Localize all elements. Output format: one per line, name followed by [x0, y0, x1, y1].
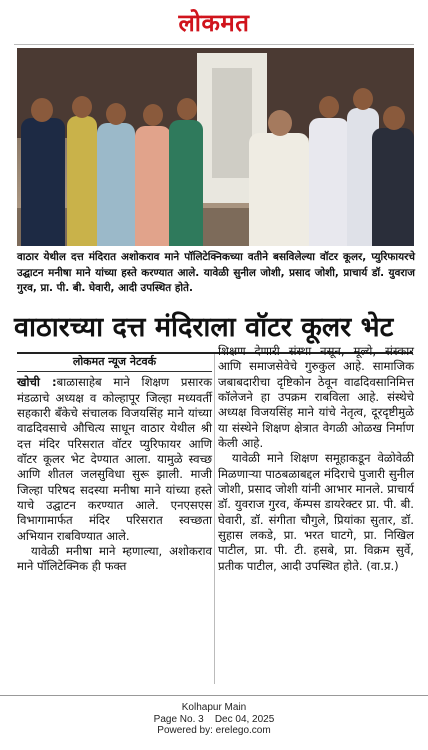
photo-person-head	[383, 106, 405, 130]
newspaper-logo: लोकमत	[178, 8, 250, 37]
news-photo	[17, 48, 414, 246]
photo-person	[249, 133, 309, 246]
photo-person	[372, 128, 414, 246]
photo-person	[67, 116, 97, 246]
photo-caption: वाठार येथील दत्त मंदिरात अशोकराव माने पॉलिटेक्निकच्या वतीने बसविलेल्या वॉटर कूलर, प्युरिफायरचे उद्घाटन मनीषा माने यांच्या हस्ते करण्यात आले. यावेळी सुनील जोशी, प्रसाद जोशी, प्राचार्य डॉ. युवराज गुरव, प्रा. पी. बी. घेवारी, आदी उपस्थित होते.	[17, 251, 415, 294]
bottom-rule	[0, 695, 428, 696]
page-footer	[0, 702, 428, 737]
footer-powered-by: Powered by: erelego.com	[157, 725, 271, 736]
photo-person-head	[177, 98, 197, 120]
photo-person-head	[353, 88, 373, 110]
article-column-right	[218, 344, 414, 574]
photo-person-head	[31, 98, 53, 122]
article-paragraph: शिक्षण देणारी संस्था नसून, मूल्ये, संस्कार आणि समाजसेवेचे गुरुकुल आहे. सामाजिक जबाबदारीचा दृष्टिकोन ठेवून वाढदिवसानिमित्त कॉलेजने हा उपक्रम राबविला आहे. संस्थेचे अध्यक्ष विजयसिंह माने यांचे नेतृत्व, दूरदृष्टीमुळे या संस्थेने शिक्षण क्षेत्रात वेगळी ओळख निर्माण केली आहे.	[218, 344, 414, 451]
footer-edition: Kolhapur Main	[181, 702, 247, 713]
top-rule	[14, 44, 414, 45]
article-paragraph	[17, 375, 212, 544]
photo-person-head	[268, 110, 292, 136]
photo-water-cooler	[212, 68, 252, 178]
photo-person	[21, 118, 65, 246]
photo-person-head	[106, 103, 126, 125]
article-column-left	[17, 354, 212, 575]
article-paragraph: यावेळी मनीषा माने म्हणाल्या, अशोकराव माने पॉलिटेक्निक ही फक्त	[17, 544, 212, 574]
article-byline: लोकमत न्यूज नेटवर्क	[17, 354, 212, 372]
photo-person	[97, 123, 135, 246]
article-paragraph: यावेळी माने शिक्षण समूहाकडून वेळोवेळी मिळणाऱ्या पाठबळाबद्दल मंदिराचे पुजारी सुनील जोशी, प्रसाद जोशी यांनी आभार मानले. प्राचार्य डॉ. युवराज गुरव, कॅम्पस डायरेक्टर प्रा. पी. बी. घेवारी, डॉ. संगीता चौगुले, प्रियांका सुतार, डॉ. सुहास लकडे, प्रा. भरत घाटगे, प्रा. निखिल पाटील, प्रा. पी. टी. हसबे, प्रा. विक्रम सुर्वे, प्रतीक पाटील, आदी उपस्थित होते. (वा.प्र.)	[218, 451, 414, 573]
photo-person-head	[319, 96, 339, 118]
photo-person	[135, 126, 171, 246]
footer-page-date: Page No. 3 Dec 04, 2025	[153, 713, 275, 725]
masthead	[0, 6, 428, 42]
photo-person	[309, 118, 349, 246]
article-headline: वाठारच्या दत्त मंदिराला वॉटर कूलर भेट	[14, 312, 394, 343]
photo-person-head	[72, 96, 92, 118]
column-divider	[214, 354, 215, 684]
article-paragraph-text: बाळासाहेब माने शिक्षण प्रसारक मंडळाचे अध्यक्ष व कोल्हापूर जिल्हा मध्यवर्ती सहकारी बँकेचे संचालक विजयसिंह माने यांच्या वाढदिवसाचे औचित्य साधून वाठार येथील श्री दत्त मंदिर परिसरात वॉटर प्युरिफायर आणि वॉटर कूलर भेट देण्यात आला. यामुळे स्वच्छ आणि शीतल जलसुविधा सुरू झाली. माजी जिल्हा परिषद सदस्या मनीषा माने यांच्या हस्ते याचे उद्घाटन करण्यात आले. एनएसएस विभागामार्फत मंदिर परिसरात स्वच्छता अभियान राबविण्यात आले.	[17, 375, 212, 543]
photo-person	[169, 120, 203, 246]
article-dateline: खोची :	[17, 375, 57, 390]
photo-person-head	[143, 104, 163, 126]
